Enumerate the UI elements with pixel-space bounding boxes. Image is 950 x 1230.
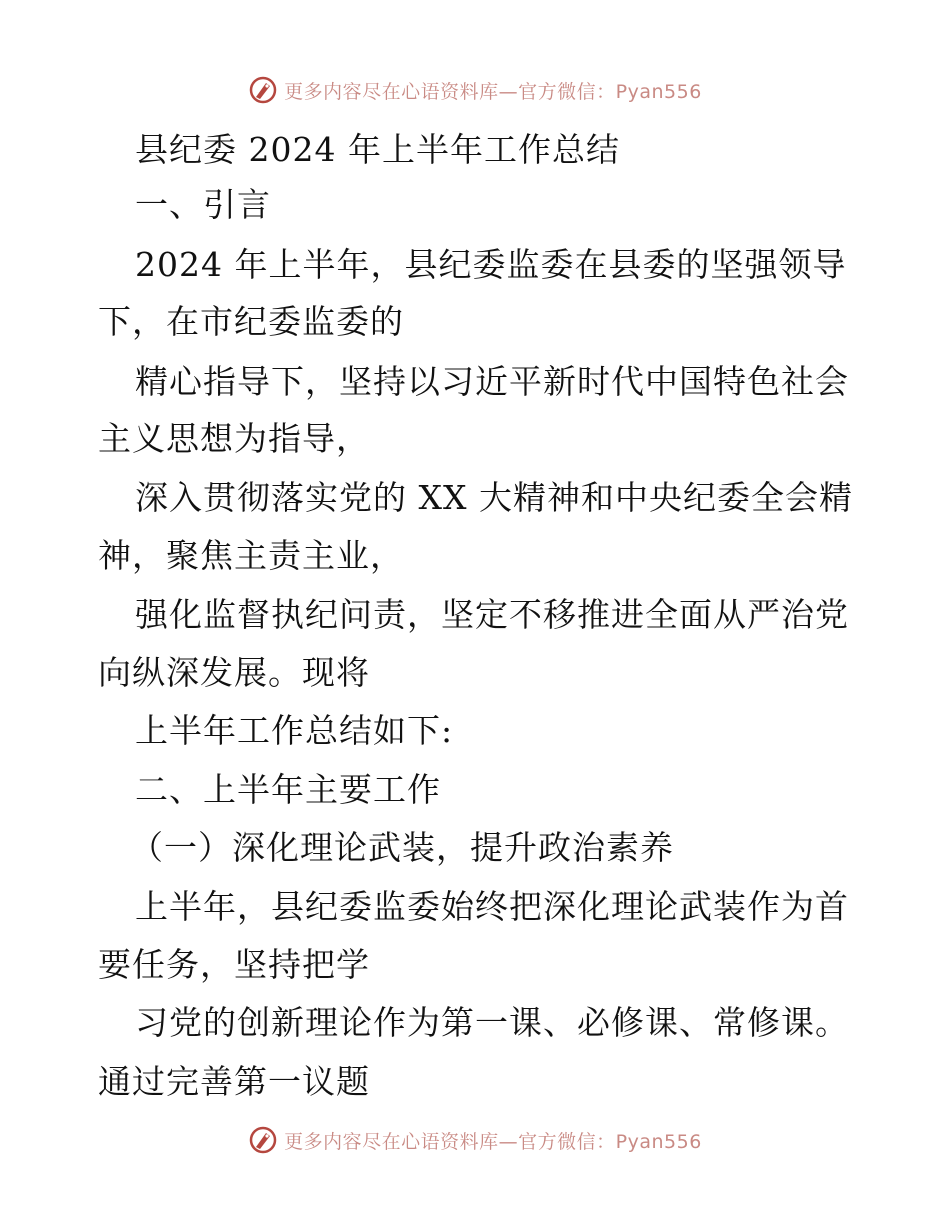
paragraph-line: 强化监督执纪问责，坚定不移推进全面从严治党 [135, 595, 849, 634]
watermark-text: 更多内容尽在心语资料库—官方微信：Pyan556 [284, 80, 702, 103]
header-watermark-banner [0, 70, 950, 110]
pen-nib-logo-icon [248, 1125, 278, 1155]
section-heading-main-work: 二、上半年主要工作 [135, 770, 441, 809]
subsection-heading: （一）深化理论武装，提升政治素养 [130, 828, 674, 867]
paragraph-line: 习党的创新理论作为第一课、必修课、常修课。 [135, 1003, 849, 1042]
paragraph-line: 下，在市纪委监委的 [98, 302, 404, 341]
watermark-text: 更多内容尽在心语资料库—官方微信：Pyan556 [284, 1130, 702, 1153]
footer-watermark-banner [0, 1120, 950, 1160]
paragraph-line: 2024 年上半年，县纪委监委在县委的坚强领导 [135, 245, 847, 284]
paragraph-line: 精心指导下，坚持以习近平新时代中国特色社会 [135, 362, 849, 401]
paragraph-line: 要任务，坚持把学 [98, 945, 370, 984]
section-heading-intro: 一、引言 [135, 185, 271, 224]
document-title: 县纪委 2024 年上半年工作总结 [135, 130, 620, 169]
paragraph-line: 主义思想为指导， [98, 419, 370, 458]
paragraph-line: 上半年工作总结如下: [135, 711, 454, 750]
paragraph-line: 神，聚焦主责主业， [98, 536, 404, 575]
pen-nib-logo-icon [248, 75, 278, 105]
paragraph-line: 上半年，县纪委监委始终把深化理论武装作为首 [135, 887, 849, 926]
paragraph-line: 向纵深发展。现将 [98, 653, 370, 692]
paragraph-line: 深入贯彻落实党的 XX 大精神和中央纪委全会精 [135, 478, 853, 517]
paragraph-line: 通过完善第一议题 [98, 1062, 370, 1101]
